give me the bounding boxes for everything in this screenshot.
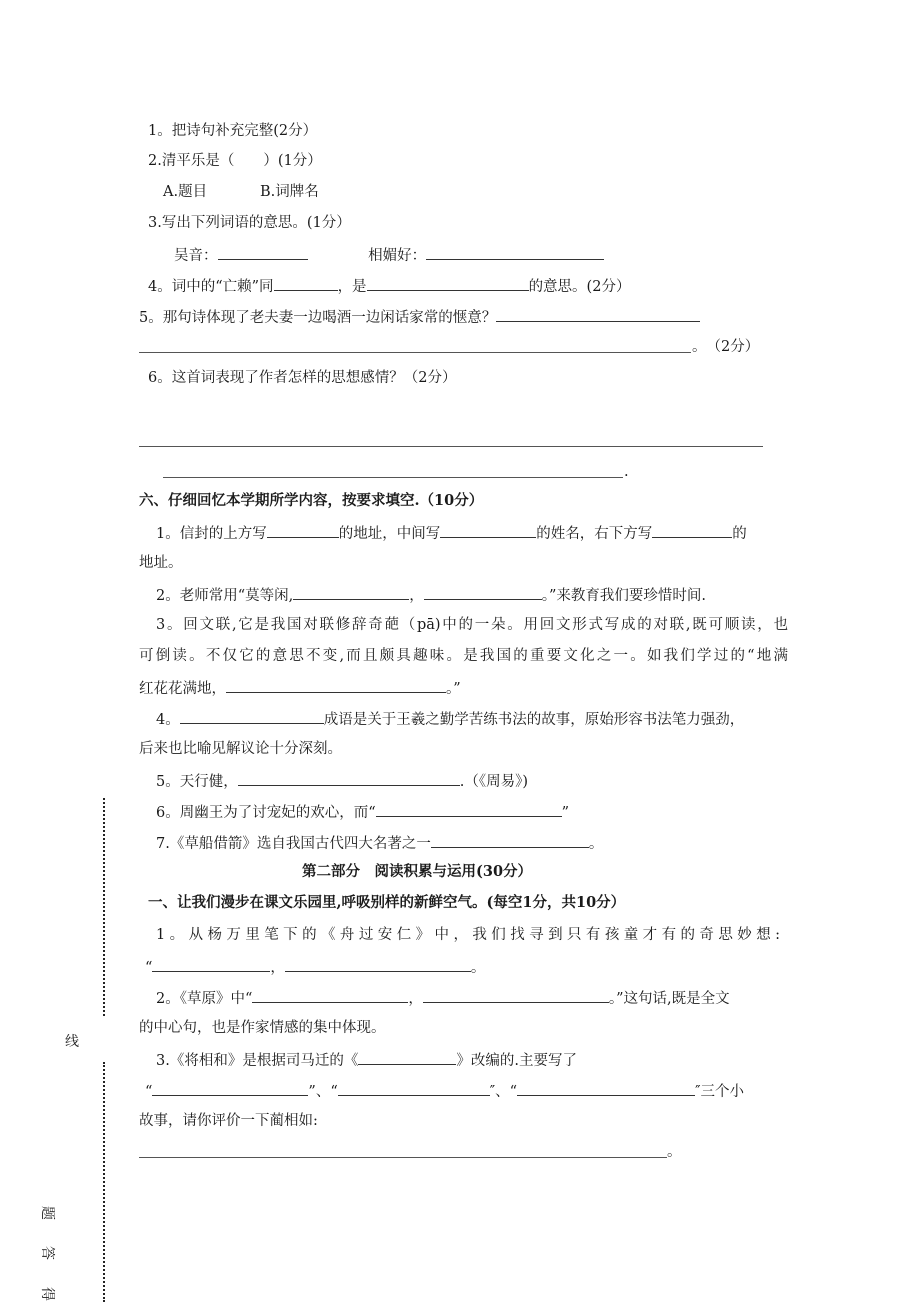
poem-q6: 6。这首词表现了作者怎样的思想感情？（2分） xyxy=(148,370,457,386)
blank[interactable] xyxy=(338,1080,490,1096)
p2-item2: 2。《草原》中“ ， 。”这句话,既是全文 xyxy=(156,987,730,1009)
side-char-de: 得 xyxy=(39,1287,55,1301)
s6-item3-line1: 3。回文联,它是我国对联修辞奇葩（pā)中的一朵。用回文形式写成的对联,既可顺读，也 xyxy=(156,617,788,633)
p2-item1-cont: “ ， 。 xyxy=(145,956,485,978)
poem-q5-score: 。 （2分） xyxy=(692,339,760,355)
poem-q3-words xyxy=(174,244,604,266)
blank[interactable] xyxy=(367,275,529,291)
word-wuyin: 吴音： xyxy=(174,248,218,264)
blank[interactable] xyxy=(496,306,700,322)
poem-q2: 2.清平乐是（ ）(1分） xyxy=(148,153,322,169)
poem-q2-option-a: A.题目 xyxy=(163,184,208,200)
answer-line[interactable] xyxy=(139,1157,667,1158)
p2-item1: 1。从杨万里笔下的《舟过安仁》中，我们找寻到只有孩童才有的奇思妙想: xyxy=(156,927,780,943)
word-xiangmeihao: 相媚好： xyxy=(368,248,427,264)
blank[interactable] xyxy=(152,956,270,972)
s6-item4-cont: 后来也比喻见解议论十分深刻。 xyxy=(139,741,342,757)
blank[interactable] xyxy=(152,1080,308,1096)
blank[interactable] xyxy=(376,801,562,817)
blank[interactable] xyxy=(358,1049,456,1065)
side-char-ti: 题 xyxy=(39,1206,55,1220)
s6-item4: 4。 成语是关于王羲之勤学苦练书法的故事，原始形容书法笔力强劲， xyxy=(156,708,744,730)
s6-item2: 2。老师常用“莫等闲, ， 。”来教育我们要珍惜时间. xyxy=(156,584,706,606)
poem-q1: 1。把诗句补充完整(2分） xyxy=(148,123,318,139)
blank[interactable] xyxy=(180,708,324,724)
section-6-title: 六、仔细回忆本学期所学内容，按要求填空.（10分） xyxy=(139,492,484,509)
blank[interactable] xyxy=(424,584,542,600)
poem-q3: 3.写出下列词语的意思。(1分） xyxy=(148,215,351,231)
part-2-section-1-title: 一、让我们漫步在课文乐园里,呼吸别样的新鲜空气。(每空1分，共10分） xyxy=(148,894,626,911)
p2-item3-end: 。 xyxy=(667,1144,682,1160)
s6-item5: 5。天行健， .（《周易》) xyxy=(156,770,528,792)
blank[interactable] xyxy=(423,987,609,1003)
s6-item1-cont: 地址。 xyxy=(139,555,183,571)
poem-q4: 4。词中的“亡赖”同 ，是 的意思。(2分） xyxy=(148,275,630,297)
poem-q2-option-b: B.词牌名 xyxy=(260,184,319,200)
blank[interactable] xyxy=(252,987,408,1003)
blank[interactable] xyxy=(226,677,446,693)
blank[interactable] xyxy=(274,275,338,291)
s6-item3-line3: 红花花满地， 。” xyxy=(139,677,461,699)
side-char-da: 答 xyxy=(39,1246,55,1260)
answer-line[interactable] xyxy=(139,446,763,447)
side-char-xian: 线 xyxy=(65,1034,79,1050)
blank[interactable] xyxy=(517,1080,695,1096)
p2-item3-cont2: 故事，请你评价一下蔺相如: xyxy=(139,1113,318,1129)
blank[interactable] xyxy=(440,522,536,538)
blank[interactable] xyxy=(285,956,471,972)
blank[interactable] xyxy=(652,522,732,538)
poem-q6-end: . xyxy=(624,464,629,480)
s6-item1: 1。信封的上方写 的地址，中间写 的姓名，右下方写 的 xyxy=(156,522,747,544)
p2-item2-cont: 的中心句，也是作家情感的集中体现。 xyxy=(139,1020,386,1036)
p2-item3-cont: “ ”、“ ″、“ ″三个小 xyxy=(145,1080,744,1102)
p2-item3: 3.《将相和》是根据司马迁的《 》改编的.主要写了 xyxy=(156,1049,577,1071)
poem-q5: 5。那句诗体现了老夫妻一边喝酒一边闲话家常的惬意？ xyxy=(139,306,700,328)
binding-dotted-line xyxy=(103,798,105,1016)
blank[interactable] xyxy=(267,522,339,538)
answer-line[interactable] xyxy=(163,477,623,478)
s6-item6: 6。周幽王为了讨宠妃的欢心，而“ ” xyxy=(156,801,569,823)
answer-line[interactable] xyxy=(139,352,691,353)
blank[interactable] xyxy=(218,244,308,260)
s6-item7: 7.《草船借箭》选自我国古代四大名著之一 。 xyxy=(156,832,603,854)
blank[interactable] xyxy=(238,770,460,786)
binding-dotted-line xyxy=(103,1062,105,1302)
blank[interactable] xyxy=(293,584,409,600)
part-2-title: 第二部分 阅读积累与运用(30分） xyxy=(302,863,533,880)
s6-item3-line2: 可倒读。不仅它的意思不变,而且颇具趣味。是我国的重要文化之一。如我们学过的“地满 xyxy=(139,648,788,664)
blank[interactable] xyxy=(426,244,604,260)
blank[interactable] xyxy=(431,832,589,848)
